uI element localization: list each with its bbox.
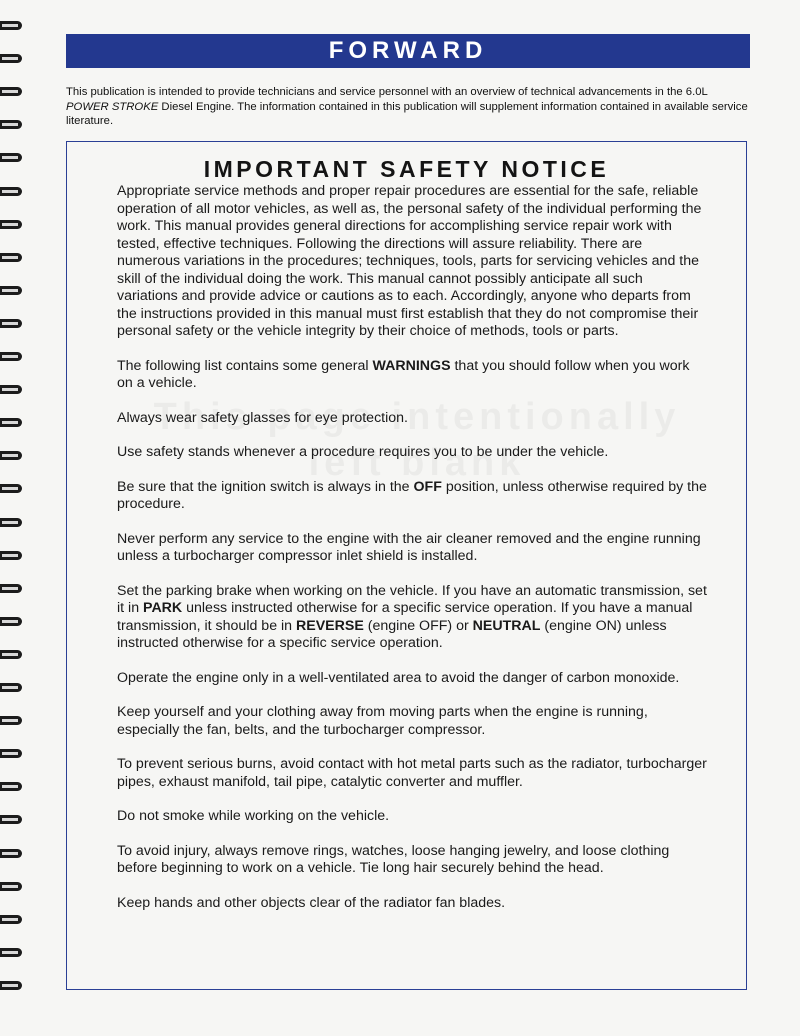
binding-coil xyxy=(0,814,24,825)
warning-hot-parts: To prevent serious burns, avoid contact with hot metal parts such as the radiator, turbocharger pipes, exhaust manifold, tail pipe, catalytic converter and muffler. xyxy=(117,756,707,790)
binding-coil xyxy=(0,682,24,693)
warning-safety-glasses: Always wear safety glasses for eye protection. xyxy=(117,409,408,426)
binding-coil xyxy=(0,219,24,230)
binding-coil xyxy=(0,483,24,494)
warning-no-smoking: Do not smoke while working on the vehicle. xyxy=(117,808,390,824)
main-paragraph: Appropriate service methods and proper repair procedures are essential for the safe, reliable operation of all motor vehicles, as well as, the personal safety of the individual performing the work. This manual provides general directions for accomplishing service repair work with tested, effective techniques. Following the directions will assure reliability. There are numerous variations in the procedures; techniques, tools, parts for servicing vehicles and the skill of the individual doing the work. This manual cannot possibly anticipate all such variations and provide advice or cautions as to each. Accordingly, anyone who departs from the instructions provided in this manual must first establish that they do not compromise their personal safety or the vehicle integrity by their choice of methods, tools or parts. xyxy=(117,183,702,339)
binding-coil xyxy=(0,20,24,31)
park-emphasis: PARK xyxy=(143,600,183,616)
binding-coil xyxy=(0,616,24,627)
binding-coil xyxy=(0,86,24,97)
intro-engine-name: POWER STROKE xyxy=(66,100,159,113)
intro-text-2: Diesel Engine. The information contained in this publication will supplement information contained in available service literature. xyxy=(66,100,748,127)
warning-moving-parts: Keep yourself and your clothing away from moving parts when the engine is running, especially the fan, belts, and the turbocharger compressor. xyxy=(117,704,648,738)
binding-coil xyxy=(0,186,24,197)
warning-fan-blades: Keep hands and other objects clear of the radiator fan blades. xyxy=(117,894,506,911)
binding-coil xyxy=(0,318,24,329)
binding-coil xyxy=(0,417,24,428)
reverse-emphasis: REVERSE xyxy=(296,617,364,634)
binding-coil xyxy=(0,384,24,395)
binding-coil xyxy=(0,881,24,892)
binding-coil xyxy=(0,914,24,925)
binding-coil xyxy=(0,649,24,660)
binding-coil xyxy=(0,980,24,991)
binding-coil xyxy=(0,53,24,64)
binding-coil xyxy=(0,152,24,163)
safety-notice-content xyxy=(117,183,707,929)
binding-coil xyxy=(0,285,24,296)
binding-coil xyxy=(0,947,24,958)
intro-text-1: This publication is intended to provide technicians and service personnel with an overview of technical advancements in the 6.0L xyxy=(66,86,708,98)
warning-safety-stands: Use safety stands whenever a procedure requires you to be under the vehicle. xyxy=(117,444,609,460)
page-title-banner xyxy=(66,34,750,68)
binding-coil xyxy=(0,781,24,792)
warnings-intro: The following list contains some general WARNINGS that you should follow when you work on a vehicle. xyxy=(117,357,690,391)
neutral-emphasis: NEUTRAL xyxy=(472,617,541,634)
intro-paragraph xyxy=(66,85,750,129)
ignition-off-emphasis: OFF xyxy=(413,478,442,495)
warning-jewelry: To avoid injury, always remove rings, watches, loose hanging jewelry, and loose clothing before beginning to work on a vehicle. Tie long hair securely behind the head. xyxy=(117,842,670,876)
binding-coil xyxy=(0,715,24,726)
binding-coil xyxy=(0,351,24,362)
binding-coil xyxy=(0,450,24,461)
warning-parking-brake: Set the parking brake when working on the vehicle. If you have an automatic transmission, set it in PARK unless instructed otherwise for a specific service operation. If you have a manual transmission, it should be in REVERSE (engine OFF) or NEUTRAL (engine ON) unless instructed otherwise for a specific service operation. xyxy=(117,582,707,651)
binding-coil xyxy=(0,252,24,263)
binding-coil xyxy=(0,748,24,759)
binding-coil xyxy=(0,119,24,130)
warning-ignition-switch: Be sure that the ignition switch is always in the OFF position, unless otherwise required by the procedure. xyxy=(117,478,707,512)
spiral-binding xyxy=(0,20,26,1030)
safety-notice-title: IMPORTANT SAFETY NOTICE xyxy=(203,156,610,182)
warning-air-cleaner: Never perform any service to the engine with the air cleaner removed and the engine running unless a turbocharger compressor inlet shield is installed. xyxy=(117,530,701,564)
page-title: FORWARD xyxy=(328,37,488,64)
binding-coil xyxy=(0,517,24,528)
binding-coil xyxy=(0,550,24,561)
warning-ventilation: Operate the engine only in a well-ventilated area to avoid the danger of carbon monoxide. xyxy=(117,669,680,686)
binding-coil xyxy=(0,848,24,859)
warnings-emphasis: WARNINGS xyxy=(372,357,451,374)
binding-coil xyxy=(0,583,24,594)
safety-notice-box xyxy=(66,141,747,990)
